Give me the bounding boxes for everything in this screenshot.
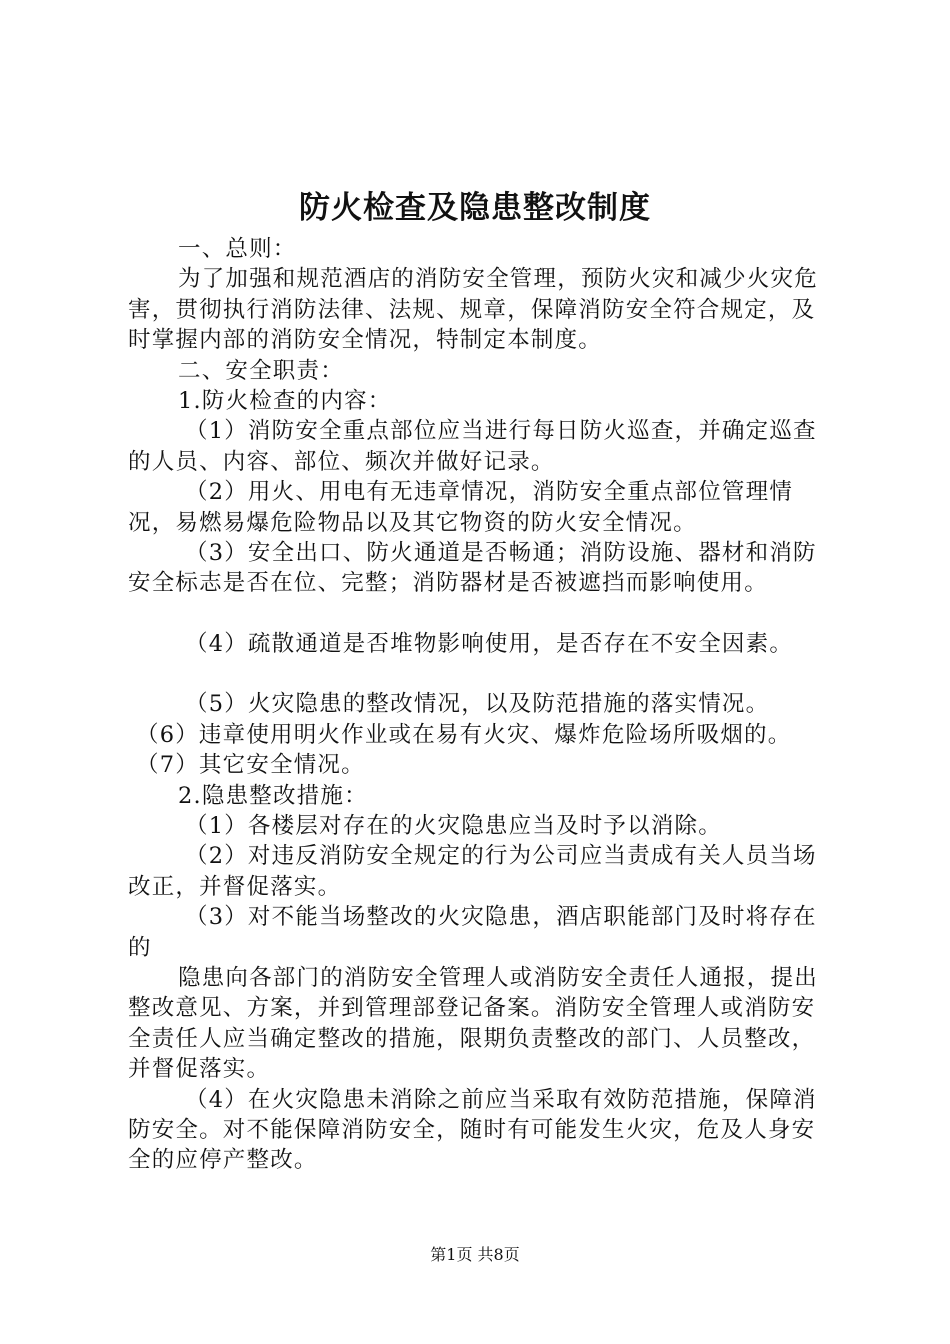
- list-item-inspection-2: （2）用火、用电有无违章情况，消防安全重点部位管理情况，易燃易爆危险物品以及其它物资的防火安全情况。: [128, 479, 794, 536]
- list-item-inspection-3: （3）安全出口、防火通道是否畅通；消防设施、器材和消防安全标志是否在位、完整；消防器材是否被遮挡而影响使用。: [128, 540, 817, 597]
- subsection-heading-inspection: 1.防火检查的内容：: [178, 388, 392, 415]
- section-heading-general: 一、总则：: [178, 236, 297, 262]
- paragraph-rectification-3-continued: 隐患向各部门的消防安全管理人或消防安全责任人通报，提出整改意见、方案，并到管理部登记备案。消防安全管理人或消防安全责任人应当确定整改的措施，限期负责整改的部门、人员整改，并督促落实。: [128, 964, 818, 1083]
- section-heading-duties: 二、安全职责：: [178, 357, 344, 384]
- document-title: 防火检查及隐患整改制度: [299, 190, 651, 226]
- list-item-inspection-6: （6）违章使用明火作业或在易有火灾、爆炸危险场所吸烟的。: [136, 721, 792, 748]
- paragraph-purpose: 为了加强和规范酒店的消防安全管理，预防火灾和减少火灾危害，贯彻执行消防法律、法规、规章，保障消防安全符合规定，及时掌握内部的消防安全情况，特制定本制度。: [128, 266, 818, 354]
- list-item-inspection-4: （4）疏散通道是否堆物影响使用，是否存在不安全因素。: [185, 630, 794, 657]
- page-number-footer: 第1页 共8页: [430, 1245, 520, 1264]
- subsection-heading-rectification: 2.隐患整改措施：: [178, 782, 368, 809]
- list-item-inspection-5: （5）火灾隐患的整改情况，以及防范措施的落实情况。: [185, 691, 770, 718]
- list-item-rectification-2: （2）对违反消防安全规定的行为公司应当责成有关人员当场改正，并督促落实。: [128, 843, 817, 900]
- document-body: [128, 234, 838, 1176]
- list-item-rectification-4: （4）在火灾隐患未消除之前应当采取有效防范措施，保障消防安全。对不能保障消防安全，随时有可能发生火灾，危及人身安全的应停产整改。: [128, 1086, 817, 1174]
- list-item-rectification-3: （3）对不能当场整改的火灾隐患，酒店职能部门及时将存在的: [128, 904, 817, 961]
- list-item-inspection-1: （1）消防安全重点部位应当进行每日防火巡查，并确定巡查的人员、内容、部位、频次并做好记录。: [128, 418, 817, 475]
- list-item-inspection-7: （7）其它安全情况。: [136, 752, 365, 779]
- list-item-rectification-1: （1）各楼层对存在的火灾隐患应当及时予以消除。: [185, 812, 722, 839]
